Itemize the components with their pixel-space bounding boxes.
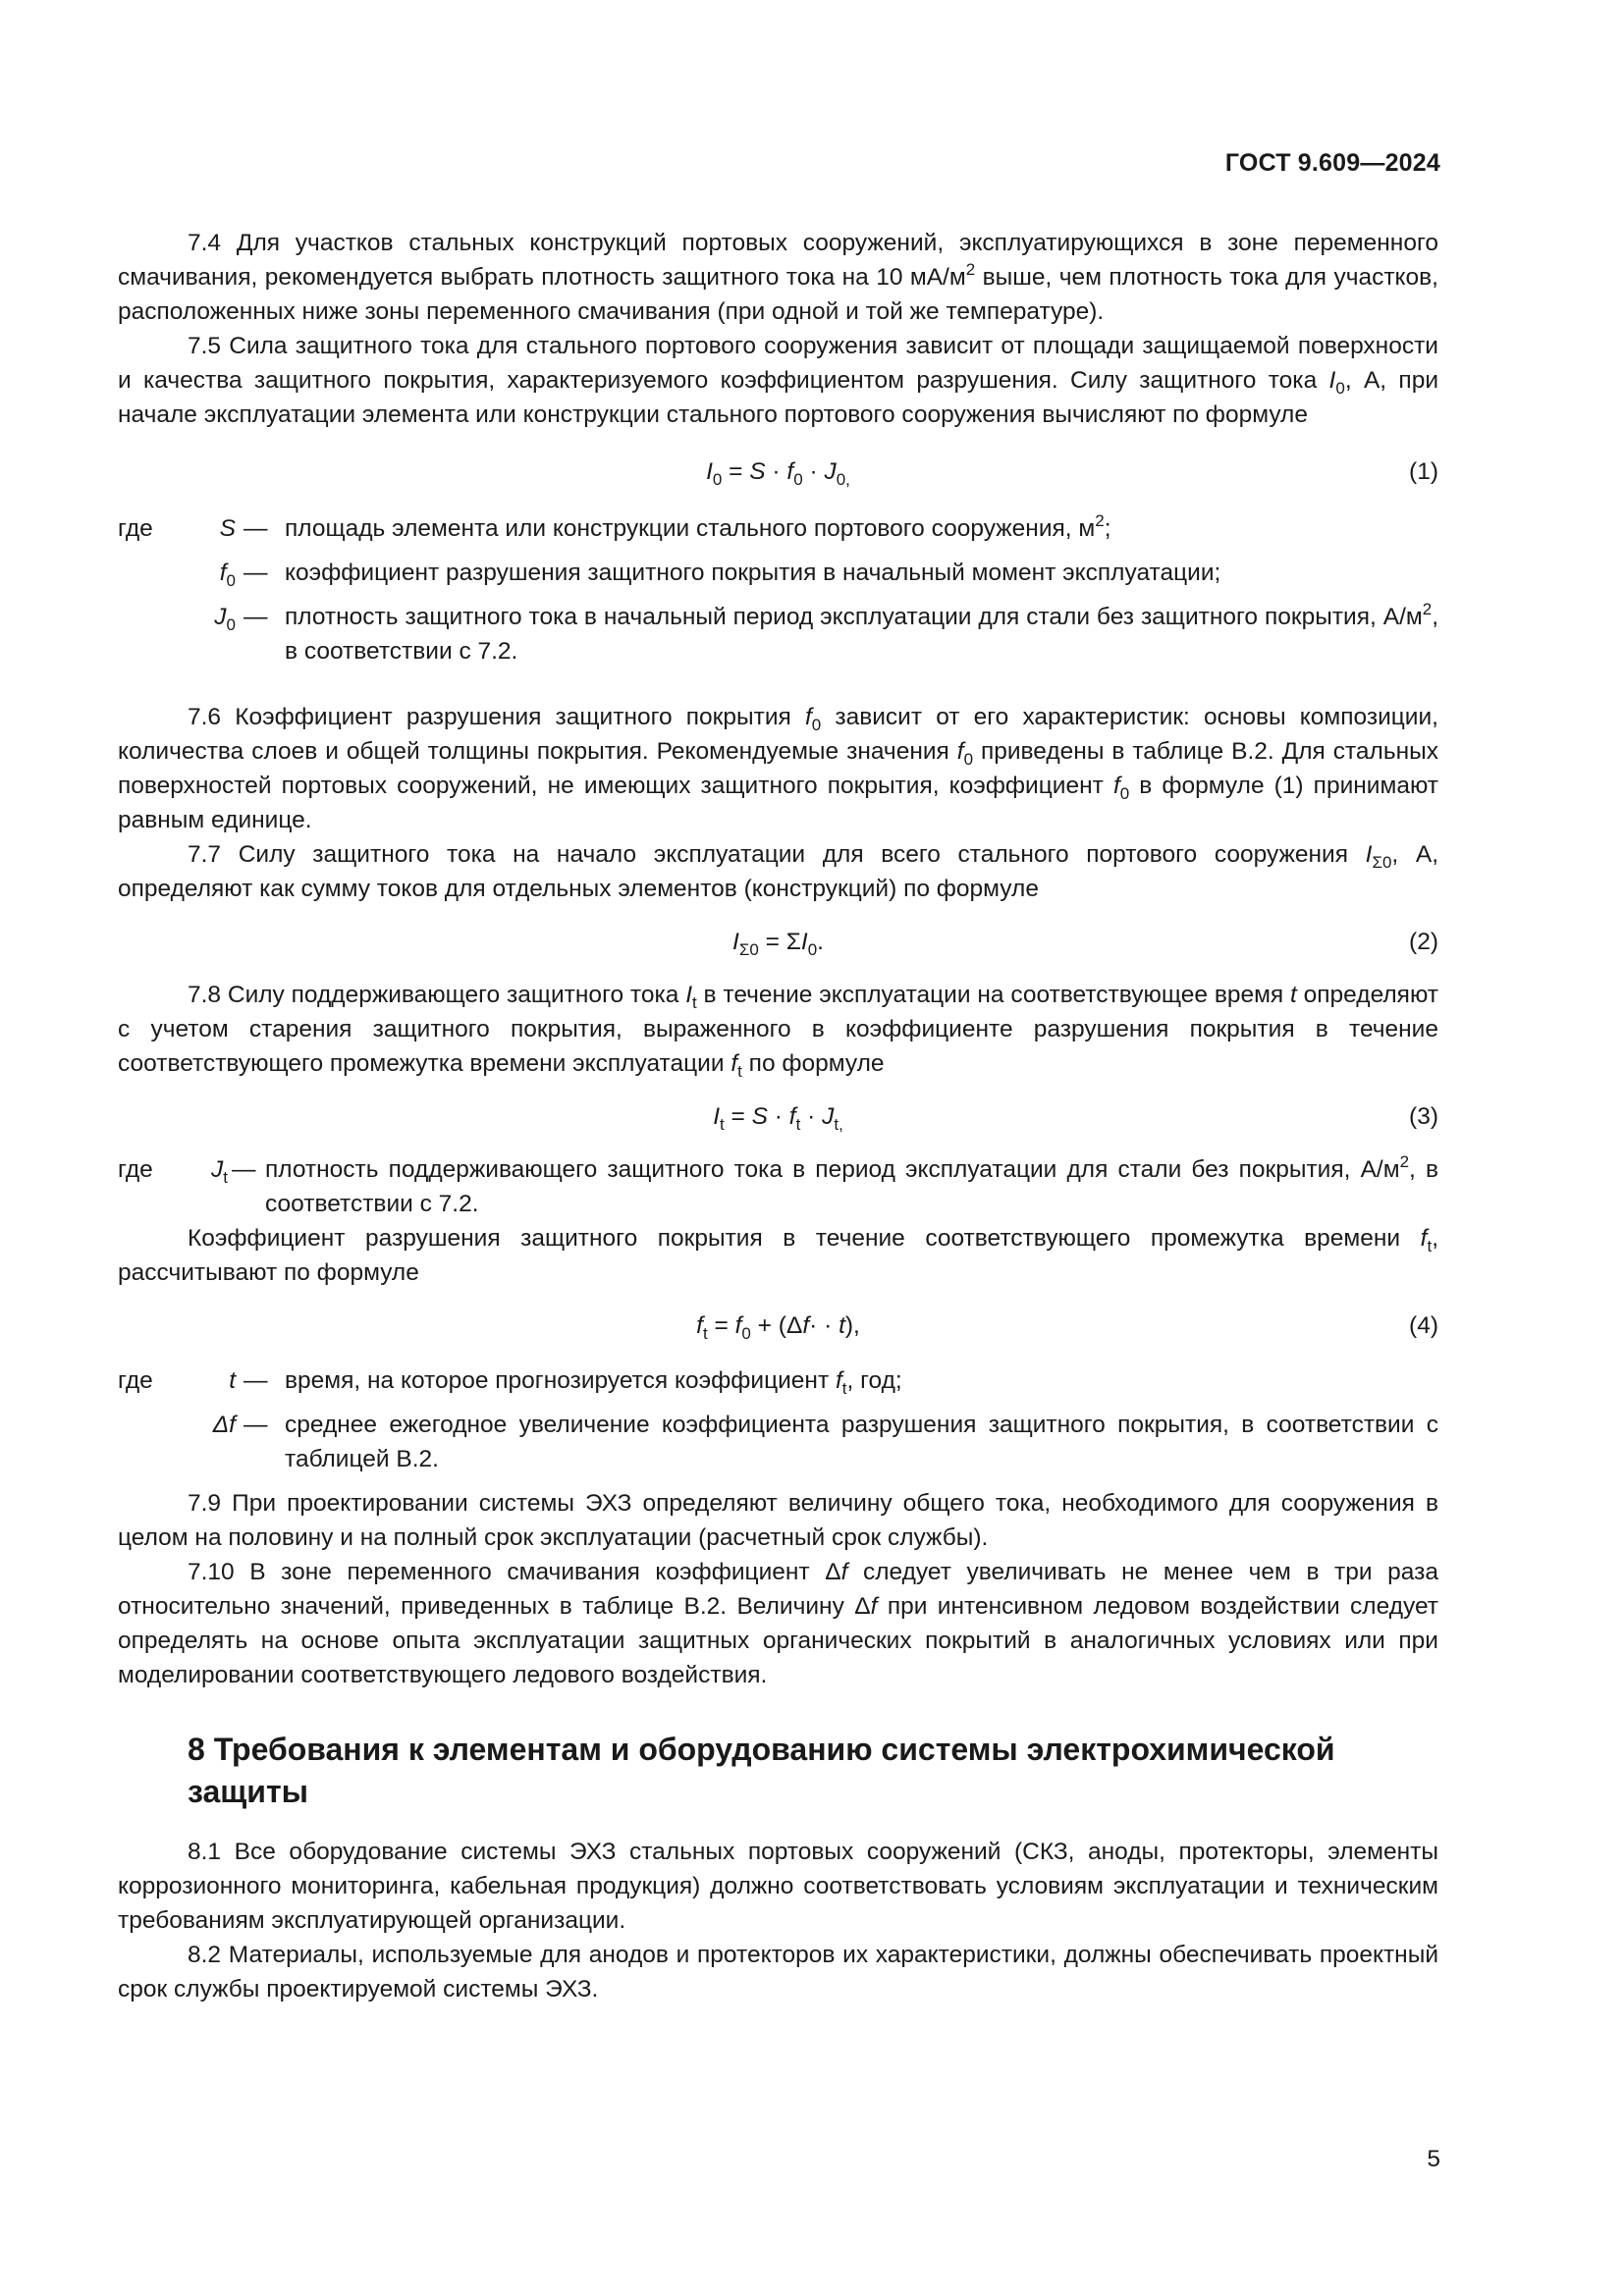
formula-4-number: (4)	[1409, 1312, 1438, 1339]
formula-3	[118, 1099, 1438, 1134]
paragraph-coefficient: Коэффициент разрушения защитного покрытия в течение соответствующего промежутка времени $f_t$, рассчитывают по формуле	[118, 1225, 1438, 1286]
where-item: где t — время, на которое прогнозируется коэффициент $f_t$, год;	[118, 1367, 902, 1398]
page-number: 5	[1427, 2146, 1440, 2172]
formula-2-expression: $I_{\Sigma 0} = \Sigma I_0$.	[732, 929, 824, 959]
paragraph-7-5: 7.5 Сила защитного тока для стального портового сооружения зависит от площади защищаемой поверхности и качества защитного покрытия, характеризуемого коэффициентом разрушения. Силу защитного тока $I_0$, А, при начале эксплуатации элемента или конструкции стального портового сооружения вычисляют по формуле	[118, 333, 1439, 428]
paragraph-7-9: 7.9 При проектировании системы ЭХЗ определяют величину общего тока, необходимого для сооружения в целом на половину и на полный срок эксплуатации (расчетный срок службы).	[118, 1490, 1438, 1551]
formula-1-expression: $I_0 = S \cdot f_0 \cdot J_{0,}$	[706, 458, 850, 489]
formula-3-number: (3)	[1409, 1103, 1438, 1130]
paragraph-8-2: 8.2 Материалы, используемые для анодов и протекторов их характеристики, должны обеспечивать проектный срок службы проектируемой системы ЭХЗ.	[118, 1942, 1438, 2002]
paragraph-7-7: 7.7 Силу защитного тока на начало эксплуатации для всего стального портового сооружения $I_{\Sigma 0}$, А, определяют как сумму токов для отдельных элементов (конструкций) по формуле	[118, 841, 1439, 902]
paragraph-7-4: 7.4 Для участков стальных конструкций портовых сооружений, эксплуатирующихся в зоне переменного смачивания, рекомендуется выбрать плотность защитного тока на 10 $мА/м^2$ выше, чем плотность тока для участков, расположенных ниже зоны переменного смачивания (при одной и той же температуре).	[118, 230, 1438, 325]
formula-4-expression: $f_t = f_0 + (\Delta f\cdot \cdot t)$,	[696, 1312, 860, 1343]
paragraph-7-6: 7.6 Коэффициент разрушения защитного покрытия $f_0$ зависит от его характеристик: основы композиции, количества слоев и общей толщины покрытия. Рекомендуемые значения $f_0$ приведены в таблице В.2. Для стальных поверхностей портовых сооружений, не имеющих защитного покрытия, коэффициент $f_0$ в формуле (1) принимают равным единице.	[118, 704, 1439, 833]
where-item: $J_0$ — плотность защитного тока в начальный период эксплуатации для стали без защитного покрытия, $А/м^2$, в соответствии с 7.2.	[214, 600, 1438, 665]
where-item: $f_0$ — коэффициент разрушения защитного покрытия в начальный момент эксплуатации;	[219, 560, 1221, 590]
paragraph-7-8: 7.8 Силу поддерживающего защитного тока $I_t$ в течение эксплуатации на соответствующее время t определяют с учетом старения защитного покрытия, выраженного в коэффициенте разрушения покрытия в течение соответствующего промежутка времени эксплуатации $f_t$ по формуле	[118, 982, 1438, 1081]
document-id: ГОСТ 9.609—2024	[1224, 149, 1440, 177]
paragraph-8-1: 8.1 Все оборудование системы ЭХЗ стальных портовых сооружений (СКЗ, аноды, протекторы, элементы коррозионного мониторинга, кабельная продукция) должно соответствовать условиям эксплуатации и техническим требованиям эксплуатирующей организации.	[118, 1839, 1438, 1934]
where-item: где $J_t$ — плотность поддерживающего защитного тока в период эксплуатации для стали без покрытия, $А/м^2$, в соответствии с 7.2.	[118, 1152, 1438, 1217]
formula-1	[118, 454, 1438, 489]
formula-4	[118, 1308, 1438, 1343]
section-8-title: 8 Требования к элементам и оборудованию системы электрохимической защиты	[188, 1732, 1335, 1809]
formula-2	[118, 925, 1438, 959]
document-body	[118, 226, 1438, 2006]
paragraph-7-10: 7.10 В зоне переменного смачивания коэффициент Δf следует увеличивать не менее чем в три раза относительно значений, приведенных в таблице В.2. Величину Δf при интенсивном ледовом воздействии следует определять на основе опыта эксплуатации защитных органических покрытий в аналогичных условиях или при моделировании соответствующего ледового воздействия.	[118, 1559, 1438, 1688]
where-item: Δf — среднее ежегодное увеличение коэффициента разрушения защитного покрытия, в соответствии с таблицей В.2.	[212, 1412, 1438, 1472]
formula-2-number: (2)	[1409, 929, 1438, 955]
formula-1-number: (1)	[1409, 458, 1438, 485]
formula-3-expression: $I_t = S \cdot f_t \cdot J_{t,}$	[713, 1103, 843, 1134]
where-item: где S — площадь элемента или конструкции стального портового сооружения, $м^2$;	[118, 511, 1111, 542]
